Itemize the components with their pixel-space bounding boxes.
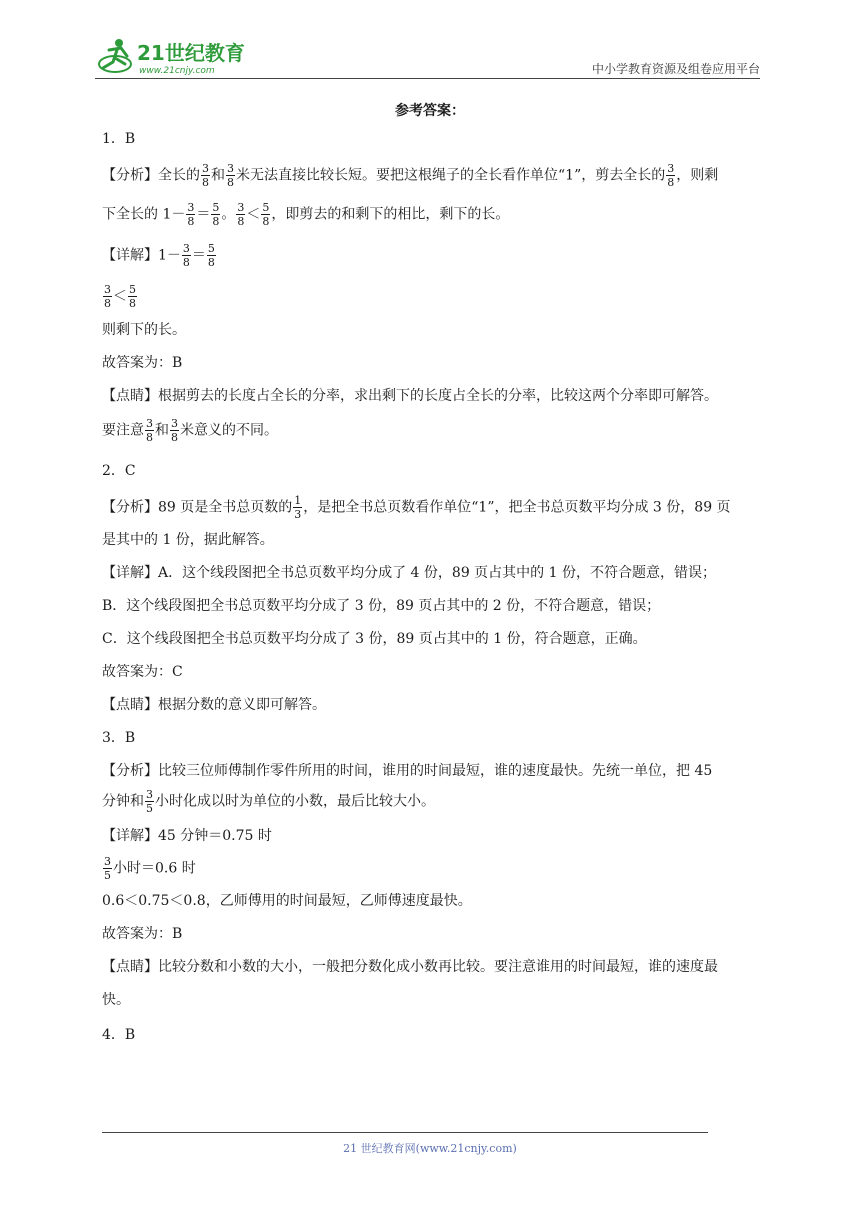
fraction: $\frac{3}{8}$ [171,417,178,444]
text: ，则剩 [676,167,719,184]
fraction: $\frac{5}{8}$ [212,201,220,228]
text: 小时＝0.6 时 [113,860,196,877]
fraction: $\frac{5}{8}$ [129,283,136,310]
q1-analysis-line2 [102,201,764,228]
q3-detail-line2 [102,855,764,882]
text: 和 [211,167,225,184]
text: 【分析】89 页是全书总页数的 [102,499,293,516]
text: 小时化成以时为单位的小数，最后比较大小。 [155,793,435,810]
text: 分钟和 [102,793,144,810]
q2-answer: 故答案为：C [102,664,183,680]
q1-detail-line3: 则剩下的长。 [102,322,186,338]
fraction: $\frac{3}{8}$ [182,242,190,269]
q2-analysis-line1 [102,494,764,521]
q3-tip-line2: 快。 [102,992,130,1008]
q1-number: 1．B [102,131,136,147]
q1-analysis-line1 [102,162,764,189]
text: ，是把全书总页数看作单位“1”，把全书总页数平均分成 3 份，89 页 [303,499,731,516]
q2-tip: 【点睛】根据分数的意义即可解答。 [102,697,326,713]
q1-tip-line1: 【点睛】根据剪去的长度占全长的分率，求出剩下的长度占全长的分率，比较这两个分率即可解答。 [102,388,718,404]
fraction: $\frac{3}{8}$ [146,417,153,444]
text: 【分析】全长的 [102,167,200,184]
text: ＝ [196,206,211,223]
text: 【详解】1－ [102,247,181,264]
q2-detail-line3: C．这个线段图把全书总页数平均分成了 3 份，89 页占其中的 1 份，符合题意，正确。 [102,631,647,647]
fraction: $\frac{1}{3}$ [294,494,302,521]
text: 下全长的 1－ [102,206,186,223]
fraction: $\frac{5}{8}$ [207,242,215,269]
fraction: $\frac{3}{8}$ [227,162,234,189]
header-platform-text: 中小学教育资源及组卷应用平台 [591,62,760,76]
fraction: $\frac{5}{8}$ [262,201,270,228]
page-title: 参考答案： [395,103,465,119]
text: ＜ [113,288,127,305]
q2-analysis-line2: 是其中的 1 份，据此解答。 [102,532,274,548]
text: 米无法直接比较长短。要把这根绳子的全长看作单位“1”，剪去全长的 [236,167,666,184]
q3-answer: 故答案为：B [102,926,183,942]
q1-tip-line2 [102,417,764,444]
text: ，即剪去的和剩下的相比，剩下的长。 [271,206,510,223]
footer-text: 21 世纪教育网(www.21cnjy.com) [343,1142,517,1155]
answer-content [102,128,764,1046]
q3-analysis-line2 [102,788,764,815]
text: 。 [221,206,236,223]
text: 要注意 [102,422,144,439]
fraction: $\frac{3}{8}$ [104,283,111,310]
q1-detail-line2 [102,283,764,310]
q3-number: 3．B [102,730,136,746]
q1-detail-line1 [102,242,764,269]
q3-detail-line1: 【详解】45 分钟＝0.75 时 [102,828,272,844]
fraction: $\frac{3}{5}$ [104,855,111,882]
footer-divider [102,1132,708,1133]
page-header [95,30,760,78]
q3-analysis-line1: 【分析】比较三位师傅制作零件所用的时间，谁用的时间最短，谁的速度最快。先统一单位，把 45 [102,763,713,779]
q4-number: 4．B [102,1027,136,1043]
text: 和 [155,422,169,439]
fraction: $\frac{3}{8}$ [667,162,675,189]
logo-url: www.21cnjy.com [139,66,215,76]
logo-text: 21世纪教育 [137,41,245,65]
q2-number: 2．C [102,463,136,479]
q3-detail-line3: 0.6＜0.75＜0.8，乙师傅用的时间最短，乙师傅速度最快。 [102,893,472,909]
text: ＝ [191,247,206,264]
q3-tip-line1: 【点睛】比较分数和小数的大小，一般把分数化成小数再比较。要注意谁用的时间最短，谁的速度最 [102,959,718,975]
fraction: $\frac{3}{8}$ [202,162,209,189]
fraction: $\frac{3}{5}$ [146,788,153,815]
logo-21cnjy-icon [95,34,265,78]
fraction: $\frac{3}{8}$ [187,201,195,228]
header-divider [95,78,760,79]
text: 米意义的不同。 [180,422,278,439]
text: ＜ [246,206,261,223]
q2-detail-line2: B．这个线段图把全书总页数平均分成了 3 份，89 页占其中的 2 份，不符合题意，错误； [102,598,661,614]
q1-answer: 故答案为：B [102,355,183,371]
fraction: $\frac{3}{8}$ [237,201,245,228]
q2-detail-line1: 【详解】A．这个线段图把全书总页数平均分成了 4 份，89 页占其中的 1 份，不符合题意，错误； [102,565,716,581]
